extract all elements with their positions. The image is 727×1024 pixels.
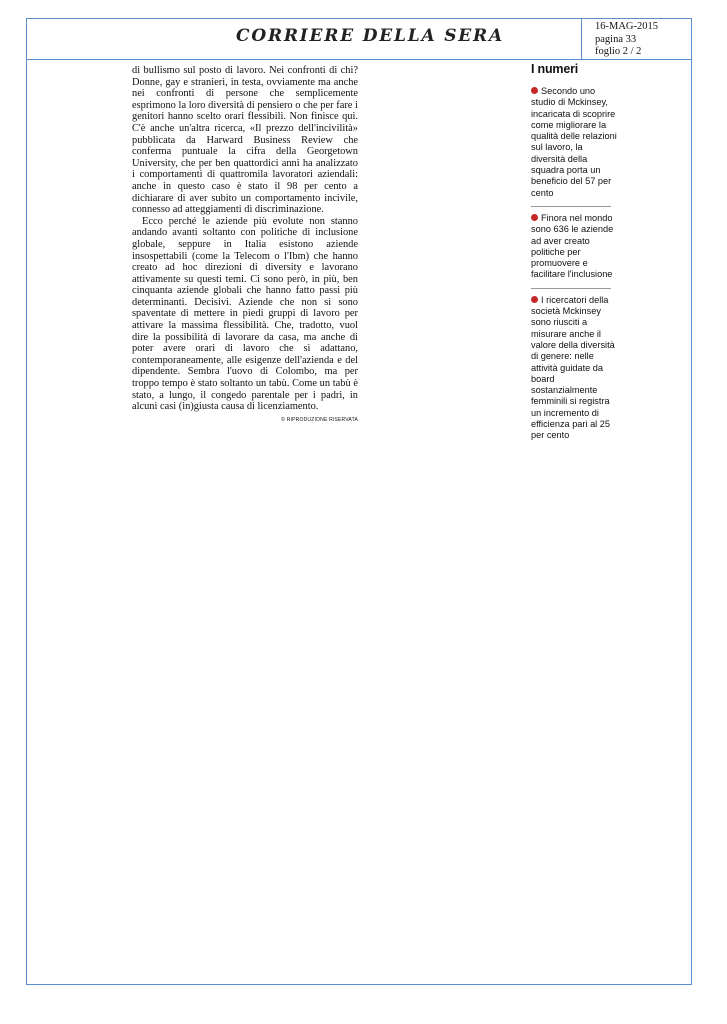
sheet-number: foglio 2 / 2 [595, 46, 642, 57]
copyright-notice: © RIPRODUZIONE RISERVATA [281, 416, 358, 423]
red-bullet-icon [531, 214, 538, 221]
sidebar-title: I numeri [531, 62, 579, 76]
article-paragraph: Ecco perché le aziende più evolute non stanno andando avanti soltanto con politiche di inclusione globale, seppure in Italia esistono aziende insospettabili (come la Telecom o l'Ibm) che hanno creato ad hoc direzioni di diversity e lavorano attivamente su questi temi. Ci sono però, in più, ben cinquanta aziende globali che hanno fatto passi più determinanti. Decisivi. Aziende che non si sono spaventate di mettere in piedi gruppi di lavoro per attivare la massima flessibilità. Che, tradotto, vuol dire la possibilità di lavorare da casa, ma anche di poter avere orari di lavoro che si adattano, contemporaneamente, alle esigenze dell'azienda e del dipendente. Sembra l'uovo di Colombo, ma per troppo tempo è stato soltanto un tabù. Come un tabù è stato, a lungo, il congedo parentale per i padri, in alcuni casi (in)giusta causa di licenziamento. [132, 215, 358, 413]
sidebar-item-text: Finora nel mondo sono 636 le aziende ad aver creato politiche per promuovere e facilitare l'inclusione [531, 212, 614, 280]
sidebar-item-text: I ricercatori della società Mckinsey sono riusciti a misurare anche il valore della diversità di genere: nelle attività guidate da board sostanzialmente femminili si registra un incremento di efficienza pari al 25 per cento [531, 294, 615, 441]
sidebar-item-text: Secondo uno studio di Mckinsey, incaricata di scoprire come migliorare la qualità delle relazioni sul lavoro, la diversità della squadra porta un beneficio del 57 per cento [531, 86, 617, 198]
sidebar-item [531, 295, 617, 442]
article-body [132, 65, 358, 426]
sidebar-divider [531, 206, 611, 207]
header-meta [595, 21, 658, 59]
red-bullet-icon [531, 296, 538, 303]
numbers-sidebar [531, 62, 617, 442]
publication-date: 16-MAG-2015 [595, 21, 658, 32]
sidebar-item [531, 213, 617, 281]
red-bullet-icon [531, 87, 538, 94]
newspaper-masthead: CORRIERE DELLA SERA [236, 26, 504, 46]
sidebar-item [531, 86, 617, 199]
article-paragraph: di bullismo sul posto di lavoro. Nei confronti di chi? Donne, gay e stranieri, in testa, ovviamente ma anche nei confronti di persone che semplicemente esprimono la loro diversità di pensiero o che per fare i genitori hanno scelto orari flessibili. Non finisce qui. C'è anche un'altra ricerca, «Il prezzo dell'incivilità» pubblicata da Harward Business Review che conferma puntuale la cifra della Georgetown University, che per ben quattordici anni ha analizzato i comportamenti di quattromila lavoratori aziendali: anche in questo caso è stato il 98 per cento a dichiarare di aver subito un comportamento incivile, connesso ad atteggiamenti di discriminazione. [132, 65, 358, 216]
sidebar-divider [531, 288, 611, 289]
page-number: pagina 33 [595, 33, 637, 45]
